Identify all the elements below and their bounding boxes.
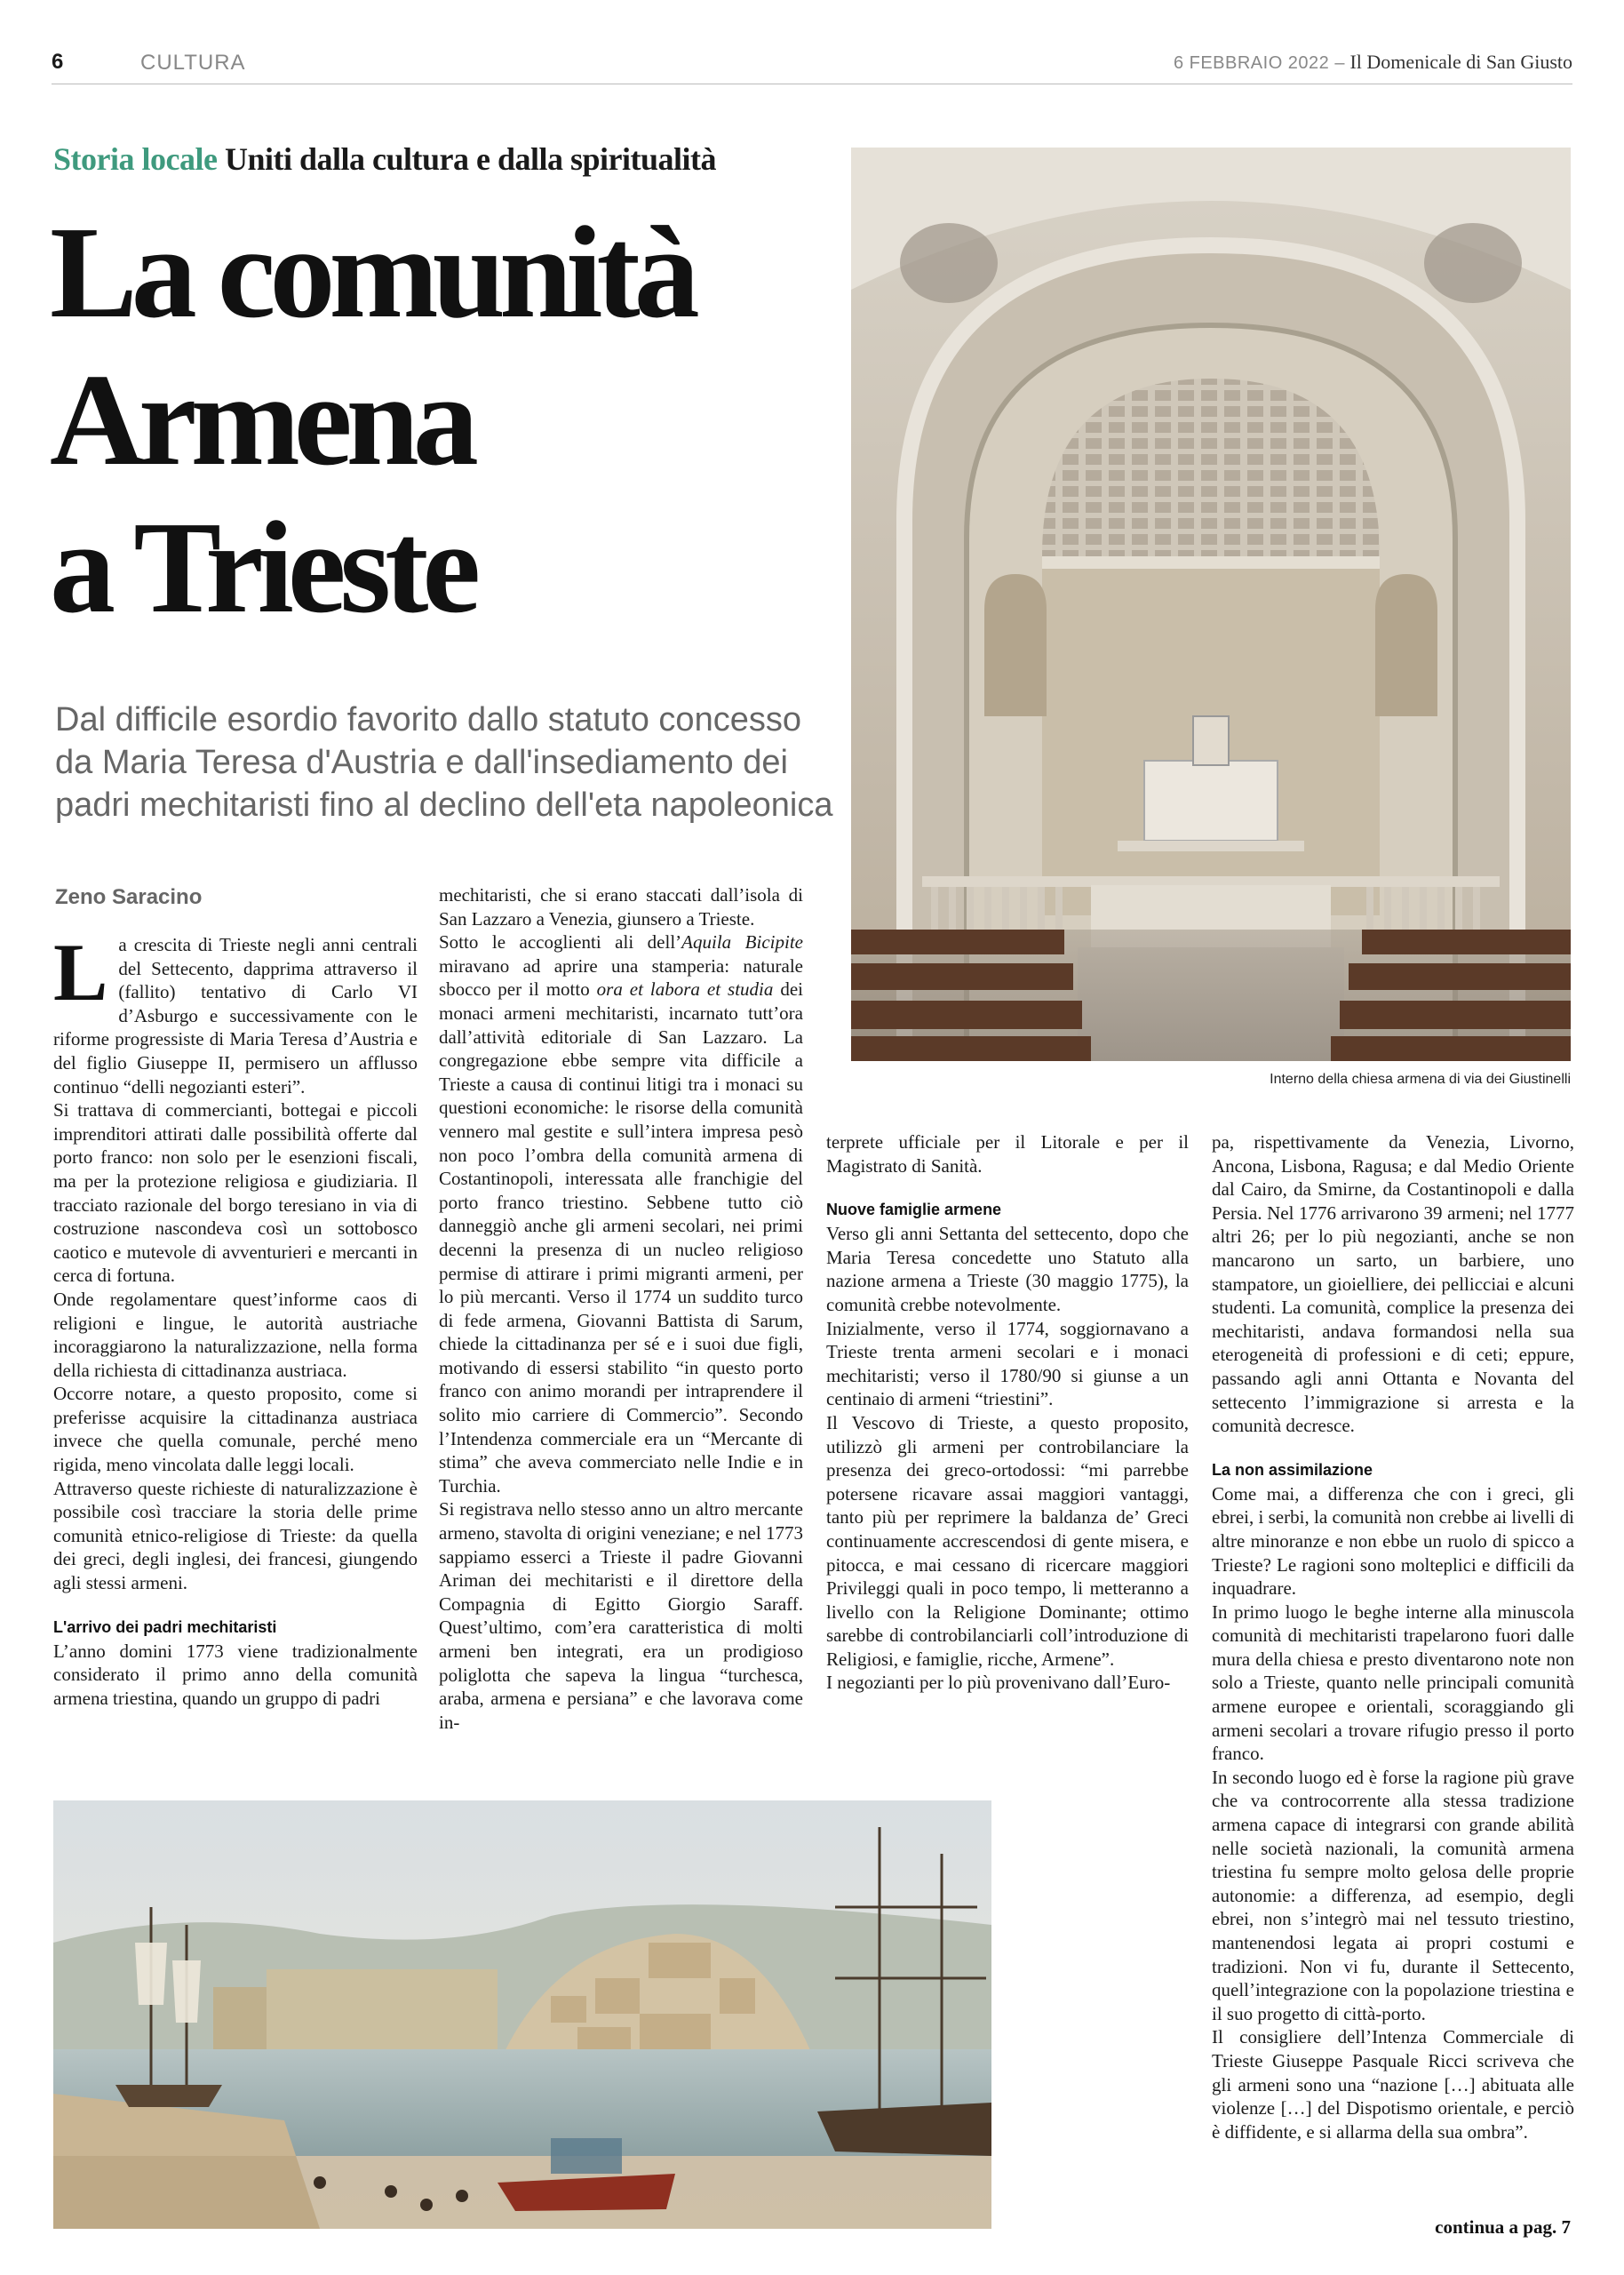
- headline-line: a Trieste: [50, 495, 475, 641]
- author-byline: Zeno Saracino: [55, 885, 203, 909]
- continue-on-page: continua a pag. 7: [1435, 2216, 1571, 2238]
- paragraph: [53, 927, 418, 1098]
- subheading: L'arrivo dei padri mechitaristi: [53, 1617, 277, 1636]
- paragraph: Onde regolamentare quest’informe caos di religioni e lingue, le autorità austriache incoraggiarono la naturalizzazione, nella forma della richiesta di cittadinanza austriaca.: [53, 1288, 418, 1381]
- drop-cap: L: [53, 927, 108, 1018]
- paragraph: L’anno domini 1773 viene tradizionalmente considerato il primo anno della comunità armena triestina, quando un gruppo di padri: [53, 1640, 418, 1709]
- paragraph: pa, rispettivamente da Venezia, Livorno, Ancona, Lisbona, Ragusa; e dal Medio Oriente dal Cairo, da Smirne, da Costantinopoli e dalla Persia. Nel 1776 arrivarono 39 armeni; nel 1777 altri 26; per lo più negozianti, anche se non mancarono un sarto, un barbiere, uno stampatore, un gioielliere, dei pellicciai e alcuni studenti. La comunità, complice la presenza dei mechitaristi, andava formandosi nella sua eterogeneità di professioni e di ceti; eppure, passando agli anni Ottanta e Novanta del settecento l’immigrazione si arresta e la comunità decresce.: [1212, 1131, 1574, 1437]
- paragraph: Come mai, a differenza che con i greci, gli ebrei, i serbi, la comunità non crebbe ai livelli di altre minoranze e non ebbe un ruolo di spicco a Trieste? Le ragioni sono molteplici e difficili da inquadrare.: [1212, 1482, 1574, 1600]
- italic-text: ora et labora et studia: [596, 978, 774, 1001]
- paragraph: Attraverso queste richieste di naturalizzazione è possibile così tracciare la storia delle prime comunità etnico-religiose di Trieste: da quella dei greci, degli inglesi, dei francesi, giungendo agli stessi armeni.: [53, 1477, 418, 1594]
- issue-info: [1174, 51, 1572, 74]
- paragraph: Si registrava nello stesso anno un altro mercante armeno, stavolta di origini veneziane; e nel 1773 sappiamo esserci a Trieste il padre Giovanni Ariman dei mechitaristi e il direttore della Compagnia di Egitto Giorgio Saraff. Quest’ultimo, com’era caratteristica di molti armeni ben integrati, era un prodigioso poliglotta che sapeva la lingua “turchesca, araba, armena e persiana” e che lavorava come in-: [439, 1498, 803, 1733]
- kicker-title: Uniti dalla cultura e dalla spiritualità: [224, 141, 716, 177]
- paragraph: terprete ufficiale per il Litorale e per il Magistrato di Sanità.: [826, 1131, 1189, 1177]
- paragraph: mechitaristi, che si erano staccati dall’isola di San Lazzaro a Venezia, giunsero a Trieste.: [439, 884, 803, 930]
- text-run: Sotto le accoglienti ali dell’: [439, 931, 682, 954]
- paragraph: In primo luogo le beghe interne alla minuscola comunità di mechitaristi trapelarono fuori dalle mura della chiesa e presto diventarono note non solo a Trieste, quanto nelle principali comunità armene europee e orientali, scoraggiando gli armeni secolari a trovare rifugio presso il porto franco.: [1212, 1600, 1574, 1765]
- harbour-painting: [53, 1800, 991, 2229]
- headline-line: Armena: [50, 347, 473, 493]
- article-column-3: [826, 1130, 1189, 1695]
- subtitle: Dal difficile esordio favorito dallo statuto concesso da Maria Teresa d'Austria e dall'insediamento dei padri mechitaristi fino al declino dell'eta napoleonica: [55, 701, 833, 824]
- paragraph: Verso gli anni Settanta del settecento, dopo che Maria Teresa concedette uno Statuto alla nazione armena a Trieste (30 maggio 1775), la comunità crebbe notevolmente.: [826, 1223, 1189, 1315]
- photo-caption: Interno della chiesa armena di via dei Giustinelli: [1270, 1072, 1571, 1087]
- subheading: La non assimilazione: [1212, 1460, 1373, 1479]
- church-interior-photo: [851, 148, 1571, 1061]
- paragraph: Occorre notare, a questo proposito, come si preferisse acquisire la cittadinanza austriaca invece che quella comunale, perché meno rigida, meno vincolata dalle leggi locali.: [53, 1383, 418, 1476]
- paragraph: Il consigliere dell’Intenza Commerciale di Trieste Giuseppe Pasquale Ricci scriveva che gli armeni sono una “nazione […] abituata alle violenze […] del Dispotismo orientale, e perciò è diffidente, e si allarma della sua ombra”.: [1212, 2026, 1574, 2143]
- article-column-1: [53, 927, 418, 1710]
- text-run: miravano ad aprire una stamperia: naturale sbocco per il motto: [439, 954, 803, 1001]
- publication-name: Il Domenicale di San Giusto: [1349, 51, 1572, 73]
- paragraph: [439, 930, 803, 1497]
- paragraph-text: a crescita di Trieste negli anni centrali del Settecento, dapprima attraverso il (fallito) tentativo di Carlo VI d’Asburgo e successivamente con le riforme progressiste di Maria Teresa d’Austria e del figlio Giuseppe II, permisero un afflusso continuo “delli negozianti esteri”.: [53, 934, 418, 1098]
- issue-date: 6 FEBBRAIO 2022 –: [1173, 53, 1345, 73]
- paragraph: Inizialmente, verso il 1774, soggiornavano a Trieste trenta armeni secolari e i monaci mechitaristi; verso il 1780/90 si giunse a un centinaio di armeni “triestini”.: [826, 1317, 1189, 1410]
- paragraph: In secondo luogo ed è forse la ragione più grave che va controcorrente alla stessa tradizione armena capace di integrarsi con grande abilità nelle società nazionali, la comunità armena triestina fu sempre molto gelosa delle proprie autonomie: a differenza, ad esempio, degli ebrei, non s’integrò mai nel tessuto triestino, mantenendosi legata ai propri costumi e tradizioni. Non vi fu, durante il Settecento, quell’integrazione con la popolazione triestina e il suo progetto di città-porto.: [1212, 1766, 1574, 2024]
- paragraph: Il Vescovo di Trieste, a questo proposito, utilizzò gli armeni per controbilanciare la presenza dei greco-ortodossi: “mi parrebbe potersene ricavare assai maggiori vantaggi, tanto più per reprimere la baldanza de’ Greci continuamente accrescendosi di gente misera, e pitocca, e mai cessano di ricercare maggiori Privileggi quali in poco tempo, li metteranno a livello con la Religione Dominante; ottimo sarebbe di controbilanciarli coll’introduzione di Religiosi, e famiglie, ricche, Armene”.: [826, 1411, 1189, 1670]
- text-run: dei monaci armeni mechitaristi, incarnato tutt’ora dall’attività editoriale di San Lazzaro. La congregazione ebbe sempre vita difficile a Trieste a causa di continui litigi tra i monaci su questioni economiche: le risorse della comunità vennero mal gestite e sull’intera impresa pesò non poco l’ombra della comunità armena di Costantinopoli, interessata alle franchigie del porto franco triestino. Sebbene tutto ciò danneggiò anche gli armeni secolari, nei primi decenni la presenza di un nucleo religioso permise di attirare i primi migranti armeni, per lo più mercanti. Verso il 1774 un suddito turco di fede armena, Giovanni Battista di Sarum, chiede la cittadinanza per sé e i suoi due figli, motivando di essersi stabilito “in questo porto franco con animo morandi per intraprendere il solito mio carriere di Commercio”. Secondo l’Intendenza commerciale era un “Mercante di stima” che aveva commerciato nelle Indie e in Turchia.: [439, 978, 803, 1497]
- article-column-4: [1212, 1130, 1574, 2143]
- article-column-2: [439, 883, 803, 1734]
- kicker-category: Storia locale: [53, 141, 218, 177]
- italic-text: Aquila Bicipite: [681, 931, 803, 954]
- headline: [50, 199, 849, 642]
- page-number: 6: [52, 50, 64, 74]
- subheading: Nuove famiglie armene: [826, 1201, 1002, 1219]
- kicker: [53, 140, 716, 178]
- section-label: CULTURA: [140, 51, 246, 75]
- paragraph: I negozianti per lo più provenivano dall’Euro-: [826, 1672, 1171, 1694]
- paragraph: Si trattava di commercianti, bottegai e piccoli imprenditori attirati dalle possibilità offerte dal porto franco: non solo per le esenzioni fiscali, ma per la protezione religiosa e giudiziaria. Il tracciato razionale del borgo teresiano in via di costruzione nascondeva così un sottobosco caotico e mutevole di avventurieri e mercanti in cerca di fortuna.: [53, 1099, 418, 1287]
- headline-line: La comunità: [50, 200, 694, 346]
